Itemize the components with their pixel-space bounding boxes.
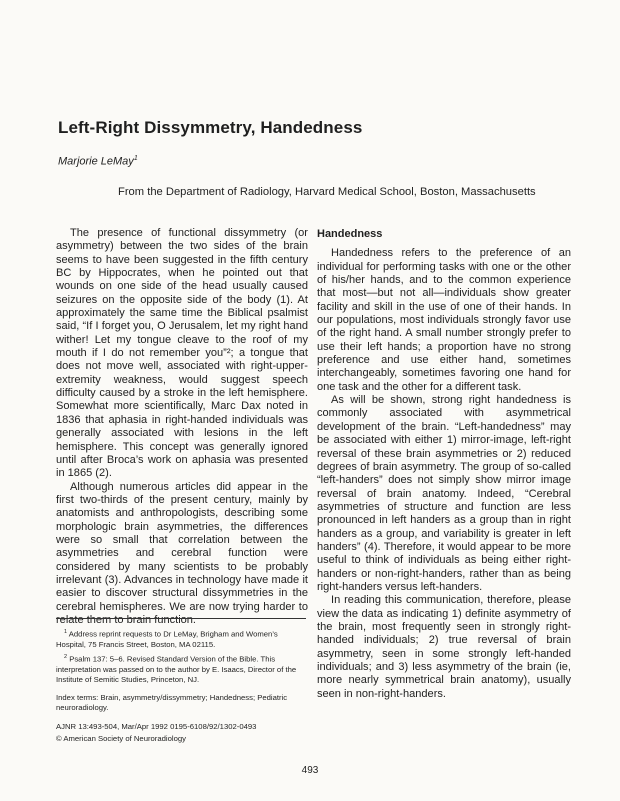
copyright: © American Society of Neuroradiology: [56, 733, 187, 743]
citation: AJNR 13:493-504, Mar/Apr 1992 0195-6108/92/1302-0493: [56, 721, 257, 731]
right-column: [317, 227, 571, 701]
footnote-divider: [56, 618, 306, 619]
left-column: [56, 227, 308, 627]
article-title: Left-Right Dissymmetry, Handedness: [58, 118, 363, 137]
footnotes: [56, 627, 306, 746]
affiliation: From the Department of Radiology, Harvard Medical School, Boston, Massachusetts: [118, 186, 536, 198]
index-terms-text: Brain, asymmetry/dissymmetry; Handedness; Pediatric neuroradiology.: [56, 693, 288, 713]
footnote-1-mark: 1: [64, 629, 68, 635]
right-paragraph-2: As will be shown, strong right handedness is commonly associated with asymmetrical development of the brain. “Left-handedness” may be associated with either 1) mirror-image, left-right reversal of these brain asymmetries or 2) reduced degrees of brain asymmetry. The group of so-called “left-handers” does not simply show mirror image reversal of brain anatomy. Indeed, “Cerebral asymmetries of structure and function are less pronounced in left handers as a group than in right handers as a group, and variability is greater in left handers” (4). Therefore, it would appear to be more useful to think of individuals as being either right-handers or non-right-handers, rather than as being right-handers versus left-handers.: [317, 394, 571, 593]
footnote-1-text: Address reprint requests to Dr LeMay, Brigham and Women’s Hospital, 75 Francis Street, Boston, MA 02115.: [56, 629, 278, 649]
footnote-1: [56, 627, 306, 650]
page-number: 493: [301, 765, 319, 776]
index-terms-label: Index terms:: [56, 693, 99, 703]
right-paragraph-3: In reading this communication, therefore, please view the data as indicating 1) definite asymmetry of the brain, most frequently seen in strongly right-handed individuals; 2) true reversal of brain asymmetry, seen in some strongly left-handed individuals; and 3) less asymmetry of the brain (ie, more nearly symmetrical brain anatomy), usually seen in non-right-handers.: [317, 594, 571, 700]
footnote-2-mark: 2: [64, 653, 68, 660]
author-footnote-mark: 1: [133, 155, 138, 162]
author-line: [58, 155, 138, 168]
author-name: Marjorie LeMay: [58, 155, 134, 168]
left-paragraph-2: Although numerous articles did appear in the first two-thirds of the present century, mainly by anatomists and anthropologists, describing some morphologic brain asymmetries, the differences were so small that correlation between the asymmetries and cerebral function were considered by many scientists to be probably irrelevant (3). Advances in technology have made it easier to discover structural dissymmetries in the cerebral hemispheres. We are now trying harder to relate them to brain function.: [56, 480, 308, 626]
index-terms: [56, 693, 306, 713]
left-paragraph-1: The presence of functional dissymmetry (or asymmetry) between the two sides of the brain seems to have been suggested in the fifth century BC by Hippocrates, when he pointed out that wounds on one side of the head usually caused seizures on the opposite side of the body (1). At approximately the same time the Biblical psalmist said, “If I forget you, O Jerusalem, let my right hand wither! Let my tongue cleave to the roof of my mouth if I do not remember you”²; a tongue that does not move well, associated with right-upper-extremity weakness, would suggest speech difficulty caused by a stroke in the left hemisphere. Somewhat more scientifically, Marc Dax noted in 1836 that aphasia in right-handed individuals was generally associated with lesions in the left hemisphere. This concept was generally ignored until after Broca’s work on aphasia was presented in 1865 (2).: [56, 227, 308, 480]
footnote-2-text: Psalm 137: 5–6. Revised Standard Version of the Bible. This interpretation was passed on to the author by E. Isaacs, Director of the Institute of Semitic Studies, Princeton, NJ.: [56, 654, 297, 684]
footnote-2: [56, 652, 306, 685]
section-heading-handedness: Handedness: [317, 228, 383, 240]
right-paragraph-1: Handedness refers to the preference of an individual for performing tasks with one or the other of his/her hands, and to the common experience that most—but not all—individuals show greater facility and skill in the use of one of their hands. In our populations, most individuals strongly favor use of the right hand. A small number strongly prefer to use their left hands; a proportion have no strong preference and use either hand, sometimes interchangeably, sometimes favoring one hand for one task and the other for a different task.: [317, 247, 571, 393]
